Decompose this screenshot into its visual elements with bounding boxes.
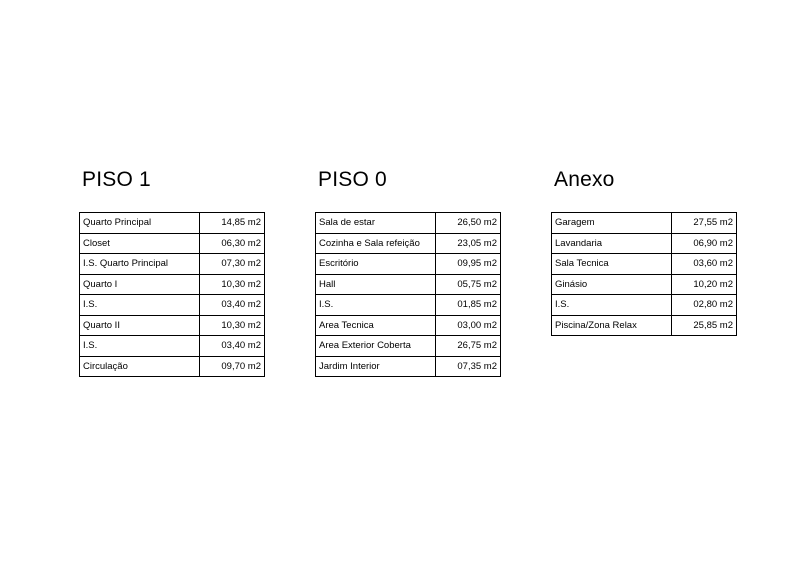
room-name: Piscina/Zona Relax	[552, 315, 672, 336]
table-row	[80, 356, 265, 377]
table-row	[316, 295, 501, 316]
room-name: Quarto II	[80, 315, 200, 336]
room-name: Quarto I	[80, 274, 200, 295]
room-area: 06,30 m2	[200, 233, 265, 254]
room-area: 14,85 m2	[200, 213, 265, 234]
room-name: Cozinha e Sala refeição	[316, 233, 436, 254]
table-row	[80, 274, 265, 295]
room-name: Circulação	[80, 356, 200, 377]
section-anexo	[551, 168, 737, 336]
room-area: 03,40 m2	[200, 295, 265, 316]
table-row	[80, 233, 265, 254]
table-row	[80, 295, 265, 316]
area-table	[79, 212, 265, 377]
room-area: 09,95 m2	[436, 254, 501, 275]
room-name: Area Tecnica	[316, 315, 436, 336]
room-name: Area Exterior Coberta	[316, 336, 436, 357]
table-row	[316, 356, 501, 377]
room-area: 26,50 m2	[436, 213, 501, 234]
table-row	[316, 213, 501, 234]
table-row	[80, 213, 265, 234]
table-row	[316, 233, 501, 254]
room-area: 09,70 m2	[200, 356, 265, 377]
room-name: I.S.	[80, 295, 200, 316]
area-table	[315, 212, 501, 377]
table-row	[552, 295, 737, 316]
room-name: Hall	[316, 274, 436, 295]
room-area: 25,85 m2	[672, 315, 737, 336]
table-row	[316, 274, 501, 295]
table-row	[80, 254, 265, 275]
table-row	[552, 213, 737, 234]
room-area: 01,85 m2	[436, 295, 501, 316]
room-name: Sala de estar	[316, 213, 436, 234]
room-name: Jardim Interior	[316, 356, 436, 377]
room-name: Escritório	[316, 254, 436, 275]
section-title: PISO 0	[318, 168, 387, 191]
room-area: 03,40 m2	[200, 336, 265, 357]
room-name: Quarto Principal	[80, 213, 200, 234]
room-area: 03,60 m2	[672, 254, 737, 275]
room-area: 23,05 m2	[436, 233, 501, 254]
room-area: 10,30 m2	[200, 315, 265, 336]
room-name: I.S.	[552, 295, 672, 316]
room-name: Sala Tecnica	[552, 254, 672, 275]
room-area: 26,75 m2	[436, 336, 501, 357]
table-row	[316, 315, 501, 336]
room-area: 07,30 m2	[200, 254, 265, 275]
room-name: Garagem	[552, 213, 672, 234]
room-name: Lavandaria	[552, 233, 672, 254]
section-title: PISO 1	[82, 168, 151, 191]
table-row	[80, 336, 265, 357]
room-area: 10,20 m2	[672, 274, 737, 295]
section-piso-0	[315, 168, 501, 377]
room-area: 06,90 m2	[672, 233, 737, 254]
table-row	[552, 315, 737, 336]
table-row	[80, 315, 265, 336]
room-name: Closet	[80, 233, 200, 254]
room-name: I.S.	[316, 295, 436, 316]
room-area: 10,30 m2	[200, 274, 265, 295]
room-area: 07,35 m2	[436, 356, 501, 377]
area-table	[551, 212, 737, 336]
section-piso-1	[79, 168, 265, 377]
table-row	[316, 336, 501, 357]
room-name: Ginásio	[552, 274, 672, 295]
table-row	[552, 233, 737, 254]
room-name: I.S.	[80, 336, 200, 357]
room-area: 02,80 m2	[672, 295, 737, 316]
room-name: I.S. Quarto Principal	[80, 254, 200, 275]
room-area: 05,75 m2	[436, 274, 501, 295]
table-row	[552, 254, 737, 275]
table-row	[552, 274, 737, 295]
table-row	[316, 254, 501, 275]
section-title: Anexo	[554, 168, 615, 191]
room-area: 03,00 m2	[436, 315, 501, 336]
room-area: 27,55 m2	[672, 213, 737, 234]
